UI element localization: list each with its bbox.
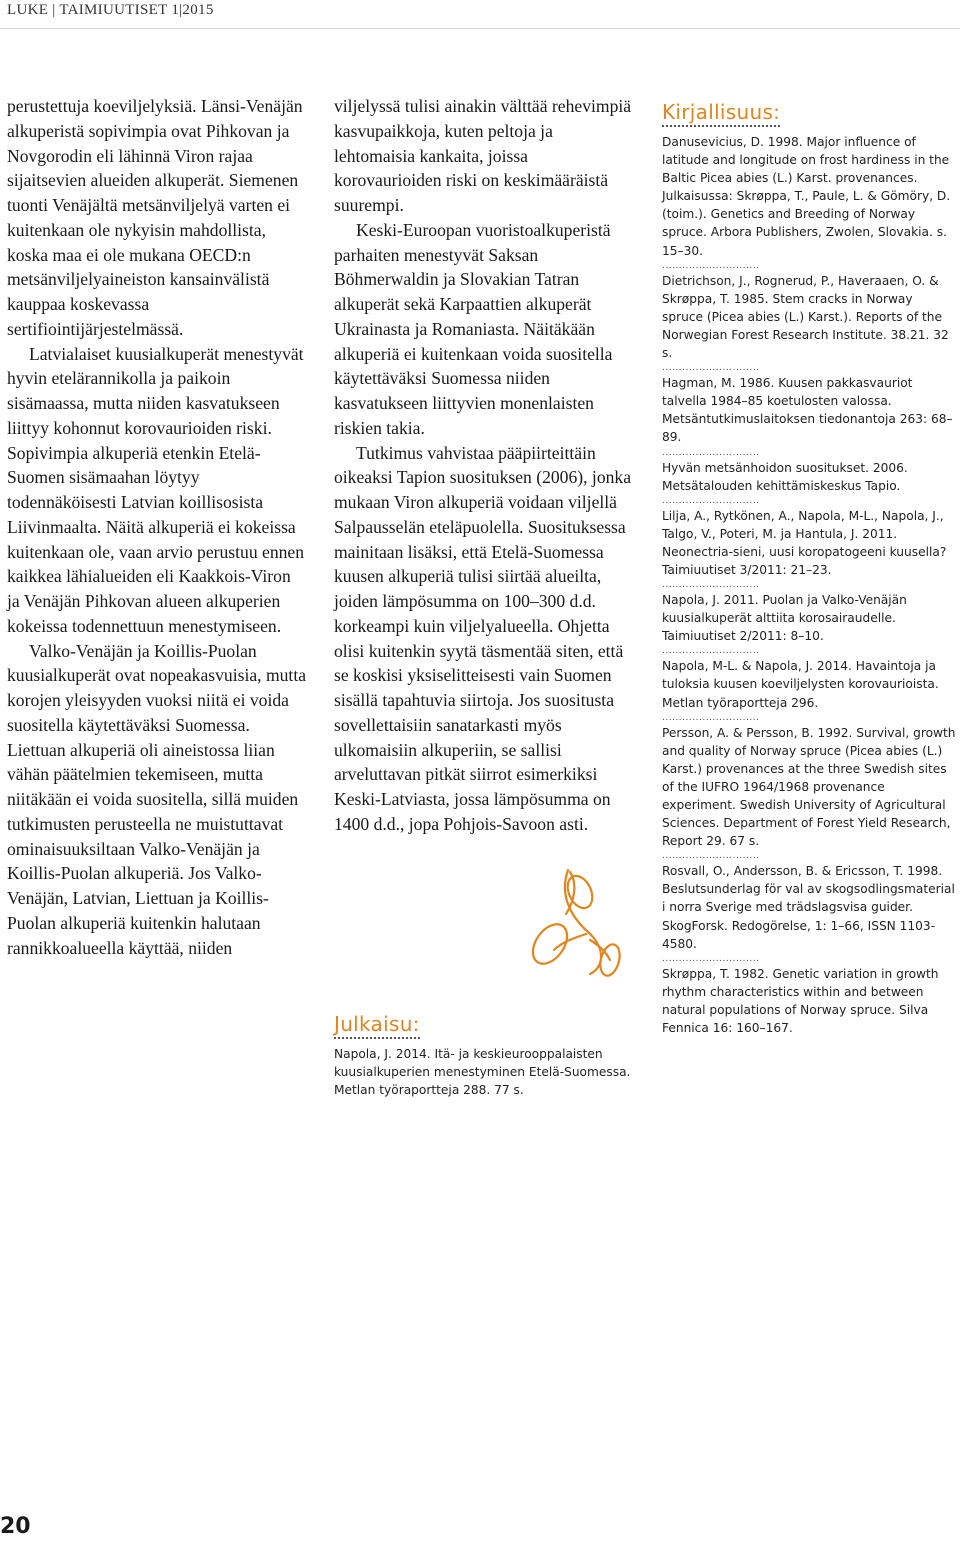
running-header: LUKE | TAIMIUUTISET 1|2015 [7, 2, 214, 18]
reference-item: Skrøppa, T. 1982. Genetic variation in growth rhythm characteristics within and between natural populations of Norway spruce. Silva Fennica 16: 160–167. [662, 966, 939, 1036]
reference-item: Napola, M-L. & Napola, J. 2014. Havaintoja ja tuloksia kuusen koeviljelysten korovaurioista. Metlan työraportteja 296. [662, 659, 939, 710]
publication-title: Julkaisu: [334, 1012, 420, 1039]
page-number: 20 [0, 1514, 31, 1539]
paragraph: perustettuja koeviljelyksiä. Länsi-Venäjän alkuperistä sopivimpia ovat Pihkovan ja Novgorodin eli lähinnä Viron rajaa sijaitsevien alueiden alkuperät. Siemenen tuonti Venäjältä metsänviljelyä varten ei kuitenkaan ole nykyisin mahdollista, koska maa ei ole mukana OECD:n metsänviljelyaineiston kansainvälistä kauppaa koskevassa sertifiointijärjestelmässä. [7, 96, 303, 339]
reference-item: Persson, A. & Persson, B. 1992. Survival, growth and quality of Norway spruce (Picea abies (L.) Karst.) provenances at the three Swedish sites of the IUFRO 1964/1968 provenance experiment. Swedish University of Agricultural Sciences. Department of Forest Yield Research, Report 29. 67 s. [662, 725, 956, 849]
reference-item: Hyvän metsänhoidon suositukset. 2006. Metsätalouden kehittämiskeskus Tapio. [662, 460, 908, 493]
reference-separator: ............................. [662, 580, 760, 591]
publication-text: Napola, J. 2014. Itä- ja keskieurooppalaisten kuusialkuperien menestyminen Etelä-Suomessa. Metlan työraportteja 288. 77 s. [334, 1047, 631, 1097]
reference-item: Danusevicius, D. 1998. Major influence of latitude and longitude on frost hardiness in the Baltic Picea abies (L.) Karst. provenances. Julkaisussa: Skrøppa, T., Paule, L. & Gömöry, D. (toim.). Genetics and Breeding of Norway spruce. Arbora Publishers, Zwolen, Slovakia. s. 15–30. [662, 135, 951, 258]
reference-separator: ............................. [662, 363, 760, 374]
paragraph: Keski-Euroopan vuoristoalkuperistä parhaiten menestyvät Saksan Böhmerwaldin ja Slovakian Tatran alkuperät sekä Karpaattien alkuperät Ukrainasta ja Romaniasta. Näitäkään alkuperiä ei kuitenkaan voida suositella käytettäväksi Suomessa niiden kasvatukseen liittyvien monenlaisten riskien takia. [334, 219, 613, 438]
references-title: Kirjallisuus: [662, 100, 780, 127]
reference-list [662, 133, 956, 1037]
body-column-1 [7, 94, 307, 960]
reference-item: Dietrichson, J., Rognerud, P., Haveraaen, O. & Skrøppa, T. 1985. Stem cracks in Norway spruce (Picea abies (L.) Karst.). Reports of the Norwegian Forest Research Institute. 38.21. 32 s. [662, 273, 949, 361]
references-column [662, 100, 956, 1037]
paragraph: Latvialaiset kuusialkuperät menestyvät hyvin etelärannikolla ja paikoin sisämaassa, mutta niiden kasvatukseen liittyy kohonnut korovaurioiden riski. Sopivimpia alkuperiä etenkin Etelä-Suomen sisämaahan löytyy todennäköisesti Latvian koillisosista Liivinmaalta. Näitä alkuperiä ei kokeissa kuitenkaan ole, vaan arvio perustuu ennen kaikkea lähialueiden eli Kaakkois-Viron ja Venäjän Pihkovan alueen alkuperien kokeissa todennettuun menestymiseen. [7, 343, 305, 636]
reference-separator: ............................. [662, 447, 760, 458]
reference-item: Lilja, A., Rytkönen, A., Napola, M-L., Napola, J., Talgo, V., Poteri, M. ja Hantula, J. 2011. Neonectria-sieni, uusi koropatogeeni kuusella? Taimiuutiset 3/2011: 21–23. [662, 508, 947, 577]
paragraph: viljelyssä tulisi ainakin välttää rehevimpiä kasvupaikkoja, kuten peltoja ja lehtomaisia kankaita, joissa korovaurioiden riski on keskimääräistä suurempi. [334, 96, 632, 215]
page-header [0, 0, 960, 29]
reference-separator: ............................. [662, 260, 760, 271]
reference-separator: ............................. [662, 495, 760, 506]
reference-separator: ............................. [662, 646, 760, 657]
body-column-2 [334, 94, 634, 837]
publication-box [334, 1012, 639, 1099]
reference-item: Napola, J. 2011. Puolan ja Valko-Venäjän kuusialkuperät alttiita korosairaudelle. Taimiuutiset 2/2011: 8–10. [662, 593, 907, 644]
reference-item: Rosvall, O., Andersson, B. & Ericsson, T. 1998. Beslutsunderlag för val av skogsodlingsmaterial i norra Sverige med trädslagsvisa guider. SkogForsk. Redogörelse, 1: 1–66, ISSN 1103-4580. [662, 864, 955, 951]
reference-separator: ............................. [662, 953, 760, 964]
reference-item: Hagman, M. 1986. Kuusen pakkasvauriot talvella 1984–85 koetulosten valossa. Metsäntutkimuslaitoksen tiedonantoja 263: 68–89. [662, 376, 953, 445]
reference-separator: ............................. [662, 851, 760, 862]
paragraph: Valko-Venäjän ja Koillis-Puolan kuusialkuperät ovat nopeakasvuisia, mutta korojen yleisyyden vuoksi niitä ei voida suositella käytettäväksi Suomessa. Liettuan alkuperiä oli aineistossa liian vähän päätelmien tekemiseen, mutta niitäkään ei voida suositella, sillä muiden tutkimusten perusteella ne muistuttavat ominaisuuksiltaan Valko-Venäjän ja Koillis-Puolan alkuperiä. Jos Valko-Venäjän, Latvian, Liettuan ja Koillis-Puolan alkuperiä kuitenkin halutaan rannikkoalueella käyttää, niiden [7, 640, 307, 958]
paragraph: Tutkimus vahvistaa pääpiirteittäin oikeaksi Tapion suosituksen (2006), jonka mukaan Viron alkuperiä voidaan viljellä Salpausselän eteläpuolella. Suosituksessa mainitaan lisäksi, että Etelä-Suomessa kuusen alkuperiä tulisi siirtää alueilta, joiden lämpösumma on 100–300 d.d. korkeampi kuin viljelyalueella. Ohjetta olisi kuitenkin syytä täsmentää siten, että se koskisi yksiselitteisesti vain Suomen sisällä tapahtuvia siirtoja. Jos suositusta sovellettaisiin sanatarkasti myös ulkomaisiin alkuperiin, se sallisi arveluttavan pitkät siirrot esimerkiksi Keski-Latviasta, jossa lämpösumma on 1400 d.d., jopa Pohjois-Savoon asti. [334, 442, 632, 834]
reference-separator: ............................. [662, 712, 760, 723]
leaf-ornament-icon [528, 862, 628, 992]
